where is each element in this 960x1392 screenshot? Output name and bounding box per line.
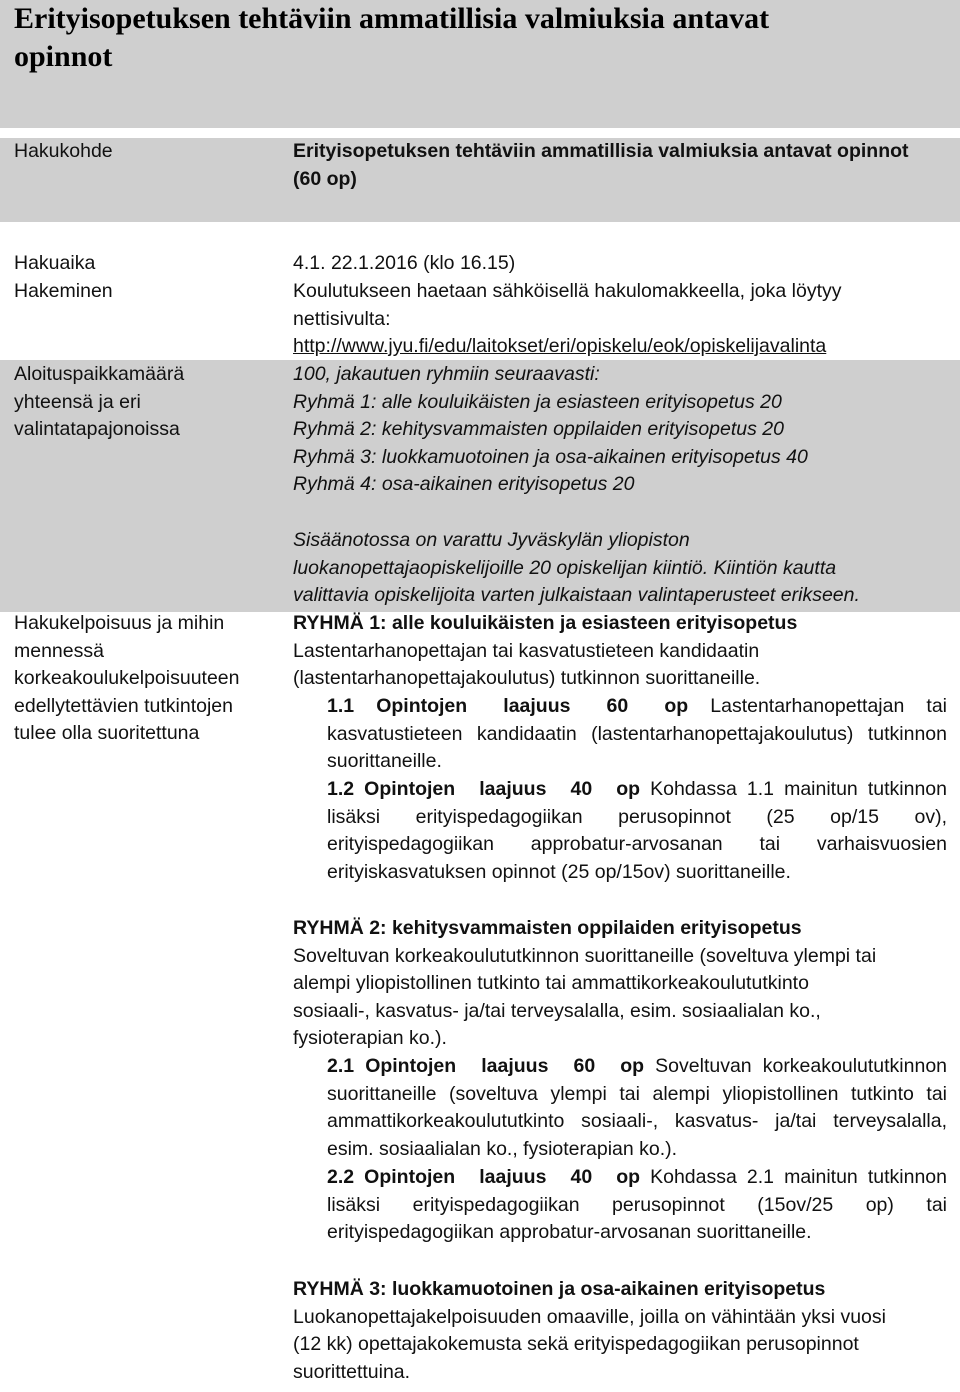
group2-item-1: 2.1 Opintojen laajuus 60 op Soveltuvan korkeakoulututkinnon suorittaneille (soveltuva ylempi tai alempi yliopistollinen tutkinto tai ammattikorkeakoulututkinto sosiaali-, kasvatus- ja/tai terveysalalla, esim. sosiaalialan ko., fysioterapian ko.).: [327, 1055, 948, 1160]
hakukohde-label: Hakukohde: [14, 140, 113, 162]
hakukelpoisuus-label: Hakukelpoisuus ja mihin mennessä korkeakoulukelpoisuuteen edellytettävien tutkintojen tulee olla suoritettuna: [14, 612, 240, 745]
group1-item-1: 1.1 Opintojen laajuus 60 op Lastentarhanopettajan tai kasvatustieteen kandidaatin (lastentarhanopettajakoulutus) tutkinnon suorittaneille.: [327, 695, 948, 773]
group2-block: RYHMÄ 2: kehitysvammaisten oppilaiden erityisopetus Soveltuvan korkeakoulututkinnon suorittaneille (soveltuva ylempi tai alempi yliopistollinen tutkinto tai ammattikorkeakoulututkinto sosiaali-, kasvatus- ja/tai terveysalalla, esim. sosiaalialan ko., fysioterapian ko.).: [293, 915, 945, 1053]
aloituspaikat-intro: 100, jakautuen ryhmiin seuraavasti:: [293, 363, 600, 385]
hakuaika-value: 4.1. 22.1.2016 (klo 16.15): [293, 252, 516, 274]
hakeminen-value: Koulutukseen haetaan sähköisellä hakulomakkeella, joka löytyy nettisivulta:: [293, 280, 842, 330]
page-title-line-1: Erityisopetuksen tehtäviin ammatillisia valmiuksia antavat: [14, 2, 770, 35]
aloituspaikat-value: [293, 361, 945, 499]
group-quota: Ryhmä 2: kehitysvammaisten oppilaiden erityisopetus 20: [293, 418, 784, 441]
group1-item-2: 1.2 Opintojen laajuus 40 op Kohdassa 1.1 mainitun tutkinnon lisäksi erityispedagogiikan perusopinnot (25 op/15 ov), erityispedagogiikan approbatur-arvosanan tai varhaisvuosien erityiskasvatuksen opinnot (25 op/15ov) suorittaneille.: [327, 778, 947, 883]
aloituspaikat-label: Aloituspaikkamäärä yhteensä ja eri valintatapajonoissa: [14, 363, 185, 441]
group-quota: Ryhmä 4: osa-aikainen erityisopetus 20: [293, 473, 635, 496]
group3-block: RYHMÄ 3: luokkamuotoinen ja osa-aikainen erityisopetus Luokanopettajakelpoisuuden omaaville, joilla on vähintään yksi vuosi (12 kk) opettajakokemusta sekä erityispedagogiikan perusopinnot suorittettuina.: [293, 1276, 945, 1386]
group2-heading: RYHMÄ 2: kehitysvammaisten oppilaiden erityisopetus: [293, 917, 802, 939]
group1-block: RYHMÄ 1: alle kouluikäisten ja esiasteen erityisopetus Lastentarhanopettajan tai kasvatustieteen kandidaatin (lastentarhanopettajakoulutus) tutkinnon suorittaneille.: [293, 610, 945, 693]
page-title: [14, 0, 954, 76]
quota-note: Sisäänotossa on varattu Jyväskylän yliopiston luokanopettajaopiskelijoille 20 opiskelijan kiintiö. Kiintiön kautta valittavia opiskelijoita varten julkaistaan valintaperusteet erikseen.: [293, 529, 860, 607]
group3-heading: RYHMÄ 3: luokkamuotoinen ja osa-aikainen erityisopetus: [293, 1278, 826, 1300]
group-quota: Ryhmä 1: alle kouluikäisten ja esiasteen erityisopetus 20: [293, 390, 782, 413]
group1-heading: RYHMÄ 1: alle kouluikäisten ja esiasteen erityisopetus: [293, 612, 798, 634]
page-title-line-2: opinnot: [14, 40, 113, 73]
hakukohde-value: Erityisopetuksen tehtäviin ammatillisia valmiuksia antavat opinnot (60 op): [293, 140, 909, 190]
hakuaika-label: Hakuaika: [14, 252, 96, 274]
application-url-link[interactable]: http://www.jyu.fi/edu/laitokset/eri/opiskelu/eok/opiskelijavalinta: [293, 335, 827, 357]
group-quota: Ryhmä 3: luokkamuotoinen ja osa-aikainen erityisopetus 40: [293, 445, 808, 468]
group2-item-2: 2.2 Opintojen laajuus 40 op Kohdassa 2.1 mainitun tutkinnon lisäksi erityispedagogiikan perusopinnot (15ov/25 op) tai erityispedagogiikan approbatur-arvosanan suorittaneille.: [327, 1166, 947, 1244]
hakeminen-url-wrap: [293, 333, 945, 361]
hakeminen-label: Hakeminen: [14, 280, 113, 302]
